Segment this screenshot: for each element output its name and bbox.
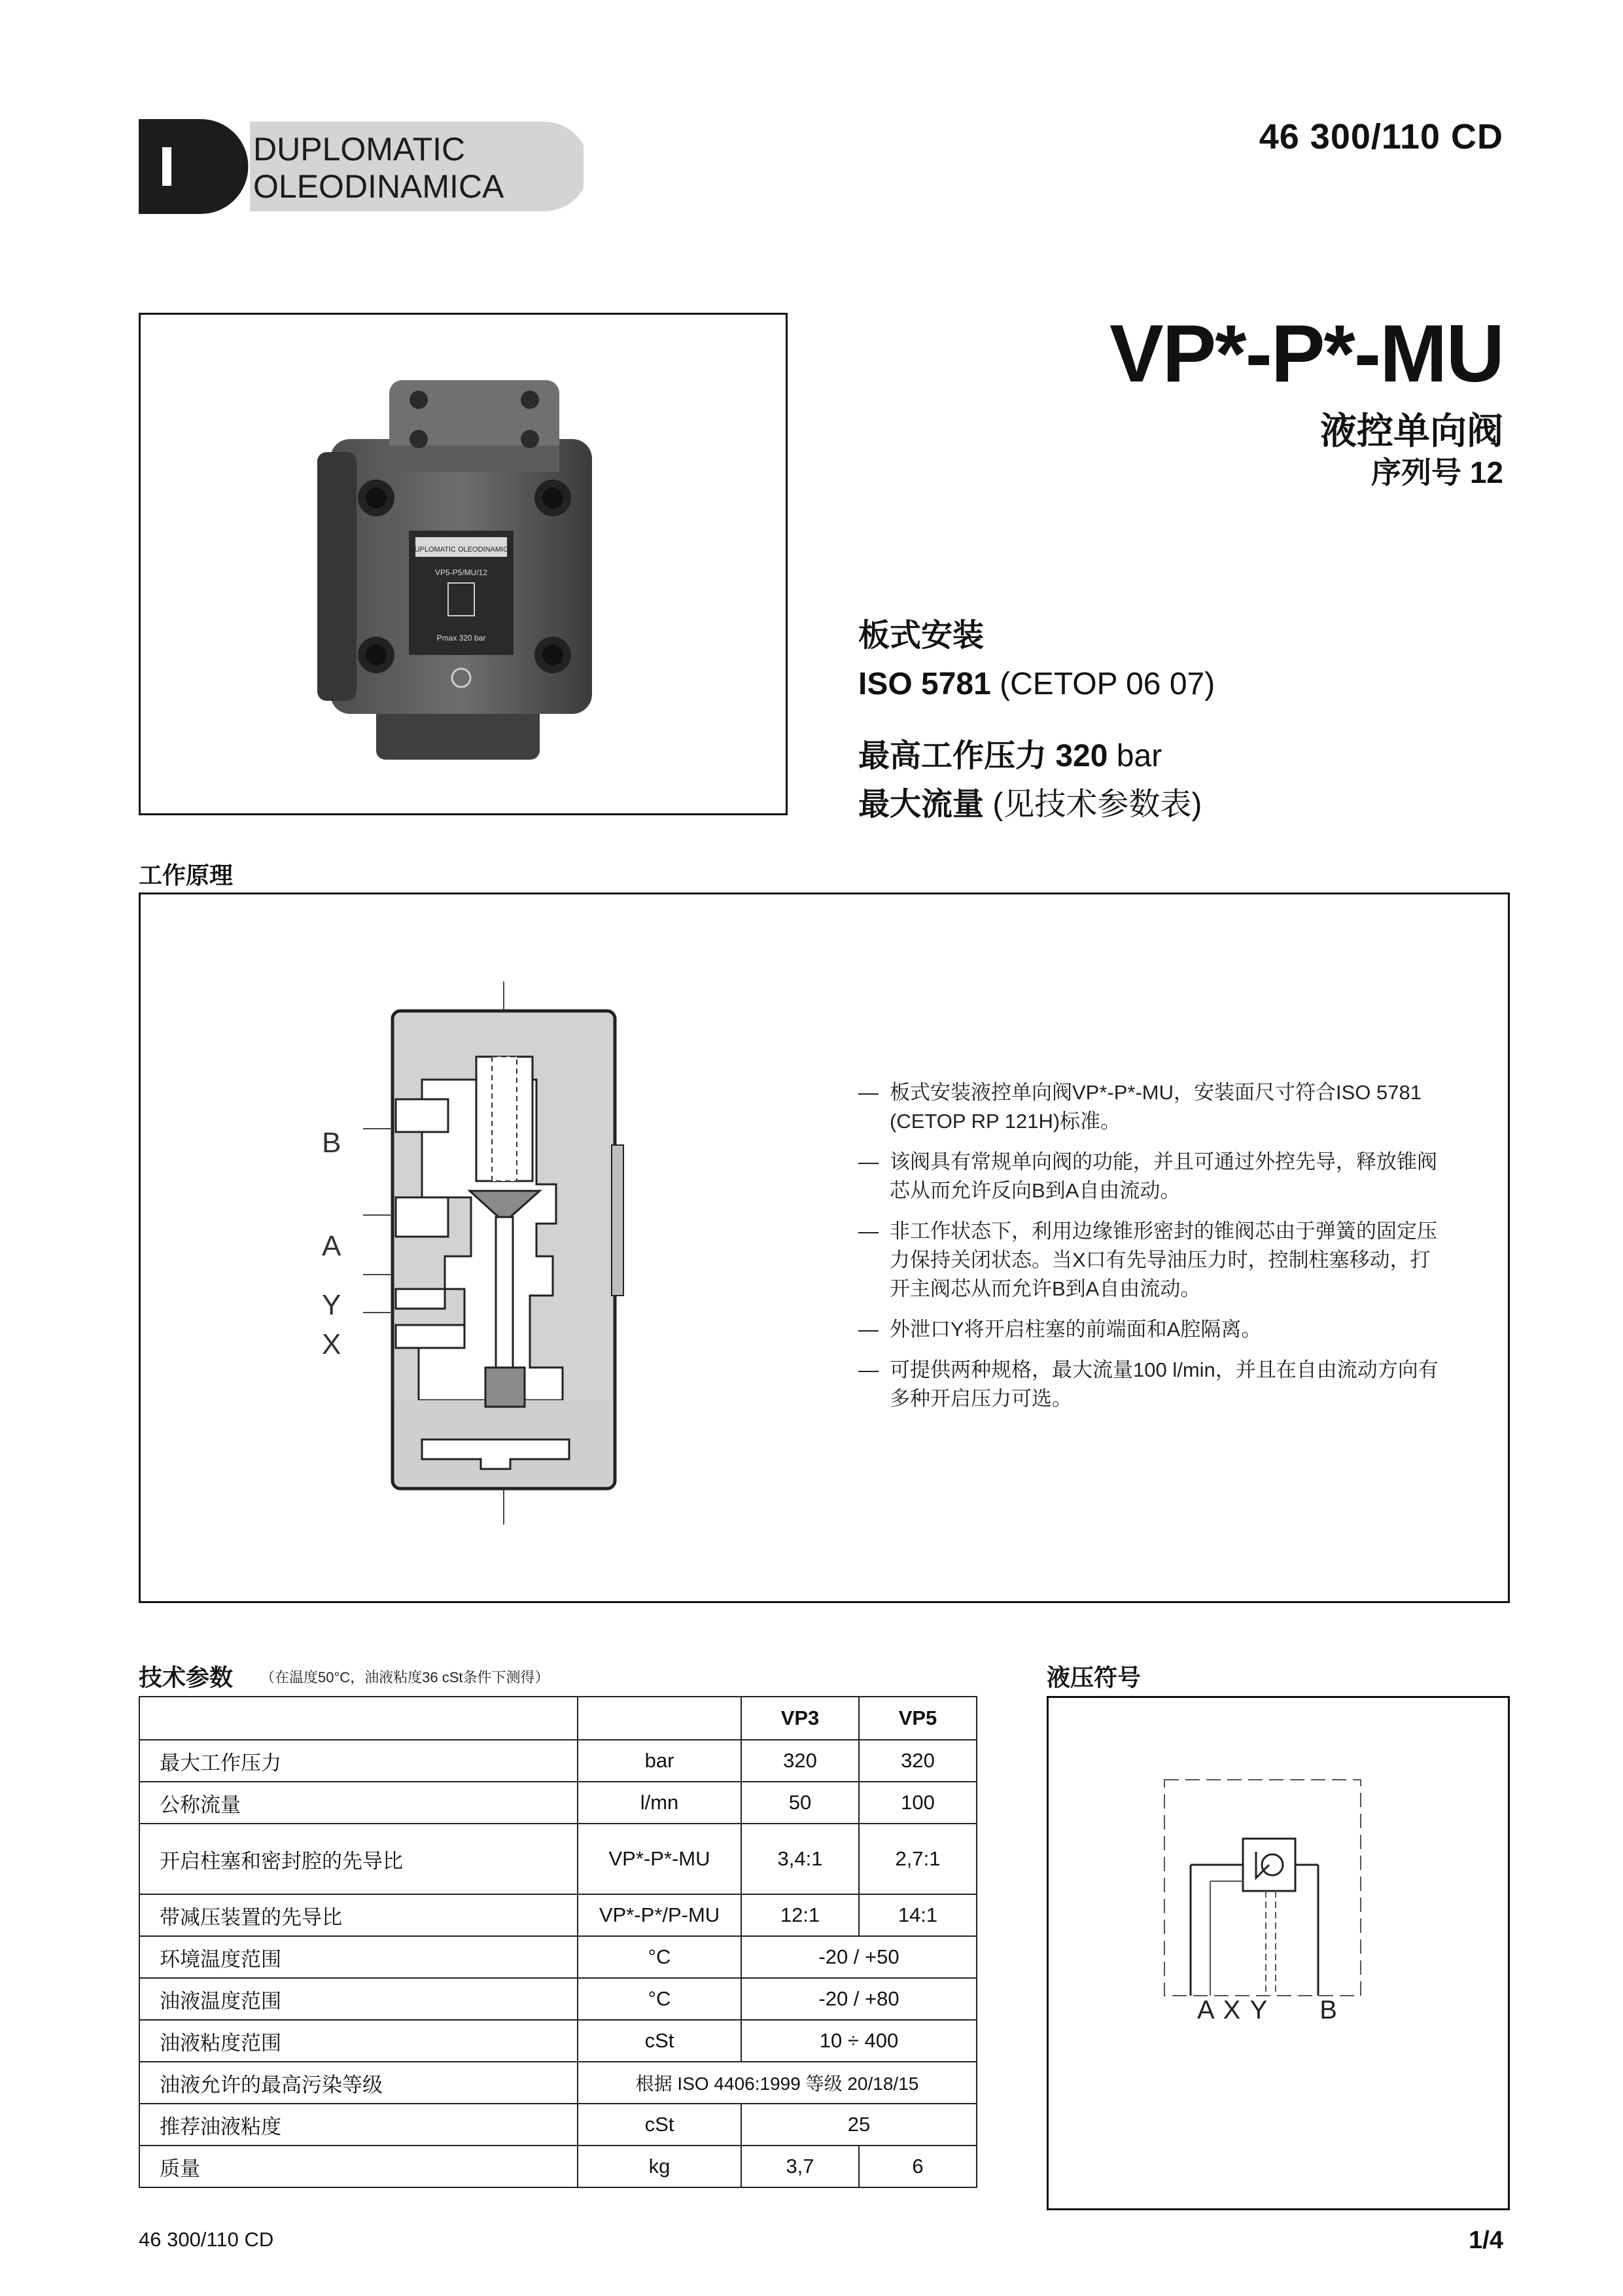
- bullet-item: — 可提供两种规格，最大流量100 l/min，并且在自由流动方向有多种开启压力可选。: [858, 1358, 1439, 1410]
- valve-photo: [317, 380, 618, 766]
- bullet-text: 非工作状态下，利用边缘锥形密封的锥阀芯由于弹簧的固定压力保持关闭状态。当X口有先导油压力时，控制柱塞移动，打开主阀芯从而允许B到A自由流动。: [890, 1220, 1437, 1300]
- brand-line2: OLEODINAMICA: [253, 168, 504, 205]
- max-flow: [858, 781, 1215, 829]
- table-row: [139, 1782, 977, 1824]
- row-value-vp3: 12:1: [741, 1894, 859, 1936]
- row-unit: °C: [578, 1936, 741, 1978]
- row-value-full: 根据 ISO 4406:1999 等级 20/18/15: [578, 2062, 977, 2104]
- row-value-vp3: 3,7: [741, 2146, 859, 2187]
- row-value-shared: -20 / +50: [741, 1936, 977, 1978]
- row-unit: cSt: [578, 2020, 741, 2062]
- max-pressure: [858, 732, 1215, 781]
- series-value: 12: [1469, 455, 1503, 489]
- row-value-vp5: 100: [859, 1782, 977, 1824]
- product-photo-frame: [139, 313, 788, 815]
- bullet-item: — 外泄口Y将开启柱塞的前端面和A腔隔离。: [858, 1318, 1262, 1341]
- bullet-item: — 该阀具有常规单向阀的功能，并且可通过外控先导，释放锥阀芯从而允许反向B到A自由流动。: [858, 1150, 1437, 1202]
- bullet-text: 该阀具有常规单向阀的功能，并且可通过外控先导，释放锥阀芯从而允许反向B到A自由流动。: [890, 1150, 1437, 1202]
- tech-heading: 技术参数: [139, 1664, 234, 1691]
- principle-bullets: [858, 1078, 1447, 1425]
- row-value-vp5: 320: [859, 1740, 977, 1782]
- product-subtitle: 液控单向阀: [1320, 410, 1503, 451]
- row-value-vp3: 50: [741, 1782, 859, 1824]
- hydraulic-symbol: [1151, 1767, 1400, 2028]
- page-number: 1/4: [1469, 2227, 1503, 2254]
- row-label: 最大工作压力: [139, 1740, 578, 1782]
- table-row: [139, 2020, 977, 2062]
- mount-type: 板式安装: [858, 618, 985, 653]
- table-row: [139, 2062, 977, 2104]
- section-diagram: [314, 981, 680, 1525]
- table-row: [139, 2104, 977, 2146]
- row-label: 带减压装置的先导比: [139, 1894, 578, 1936]
- row-label: 油液粘度范围: [139, 2020, 578, 2062]
- symbol-heading: 液压符号: [1047, 1664, 1142, 1691]
- port-label-x: X: [322, 1328, 341, 1360]
- tech-table: [139, 1696, 977, 2188]
- bullet-text: 板式安装液控单向阀VP*-P*-MU，安装面尺寸符合ISO 5781 (CETOP RP 121H)标准。: [890, 1081, 1422, 1133]
- table-row: [139, 1740, 977, 1782]
- row-label: 油液温度范围: [139, 1978, 578, 2020]
- flow-label: 最大流量: [858, 787, 985, 822]
- row-unit: l/mn: [578, 1782, 741, 1824]
- row-unit: VP*-P*/P-MU: [578, 1894, 741, 1936]
- table-header-row: [139, 1697, 977, 1740]
- port-label-b: B: [322, 1127, 341, 1159]
- feature-list: [858, 612, 1215, 829]
- symbol-port-labels: A X Y B: [1197, 1996, 1338, 2024]
- table-row: [139, 1978, 977, 2020]
- row-value-vp5: 14:1: [859, 1894, 977, 1936]
- footer-doc-number: 46 300/110 CD: [139, 2228, 274, 2251]
- pressure-label: 最高工作压力: [858, 739, 1047, 773]
- row-label: 开启柱塞和密封腔的先导比: [139, 1824, 578, 1894]
- row-label: 推荐油液粘度: [139, 2104, 578, 2146]
- bullet-item: — 板式安装液控单向阀VP*-P*-MU，安装面尺寸符合ISO 5781 (CETOP RP 121H)标准。: [858, 1081, 1422, 1133]
- port-label-a: A: [322, 1230, 341, 1262]
- row-value-vp5: 2,7:1: [859, 1824, 977, 1894]
- bullet-text: 可提供两种规格，最大流量100 l/min，并且在自由流动方向有多种开启压力可选。: [890, 1358, 1439, 1410]
- product-title: VP*-P*-MU: [1109, 309, 1503, 399]
- pressure-unit: bar: [1116, 739, 1162, 773]
- table-row: [139, 1936, 977, 1978]
- row-value-vp3: 320: [741, 1740, 859, 1782]
- row-label: 质量: [139, 2146, 578, 2187]
- row-unit: cSt: [578, 2104, 741, 2146]
- row-label: 公称流量: [139, 1782, 578, 1824]
- table-row: [139, 1824, 977, 1894]
- pressure-value: 320: [1055, 739, 1108, 773]
- principle-heading: 工作原理: [139, 862, 234, 889]
- plate-pmax: Pmax 320 bar: [436, 633, 486, 643]
- row-value-vp5: 6: [859, 2146, 977, 2187]
- table-row: [139, 2146, 977, 2187]
- plate-code: VP5-P5/MU/12: [434, 568, 488, 577]
- document-number: 46 300/110 CD: [1259, 117, 1503, 156]
- tech-note: （在温度50°C，油液粘度36 cSt条件下测得）: [260, 1669, 550, 1686]
- brand-line1: DUPLOMATIC: [253, 131, 466, 168]
- series-number: [1371, 449, 1503, 492]
- row-value-shared: 25: [741, 2104, 977, 2146]
- row-label: 环境温度范围: [139, 1936, 578, 1978]
- row-value-vp3: 3,4:1: [741, 1824, 859, 1894]
- row-unit: kg: [578, 2146, 741, 2187]
- bullet-item: — 非工作状态下，利用边缘锥形密封的锥阀芯由于弹簧的固定压力保持关闭状态。当X口有先导油压力时，控制柱塞移动，打开主阀芯从而允许B到A自由流动。: [858, 1220, 1437, 1300]
- iso-detail: (CETOP 06 07): [1000, 667, 1215, 701]
- row-label: 油液允许的最高污染等级: [139, 2062, 578, 2104]
- row-unit: VP*-P*-MU: [578, 1824, 741, 1894]
- row-value-shared: 10 ÷ 400: [741, 2020, 977, 2062]
- table-row: [139, 1894, 977, 1936]
- company-logo: [139, 119, 584, 214]
- column-header-vp5: VP5: [859, 1697, 977, 1740]
- bullet-text: 外泄口Y将开启柱塞的前端面和A腔隔离。: [890, 1318, 1262, 1341]
- flow-detail: (见技术参数表): [992, 787, 1202, 822]
- iso-label: ISO 5781: [858, 667, 991, 701]
- row-unit: °C: [578, 1978, 741, 2020]
- column-header-vp3: VP3: [741, 1697, 859, 1740]
- row-value-shared: -20 / +80: [741, 1978, 977, 2020]
- table-header-empty: [578, 1697, 741, 1740]
- table-header-empty: [139, 1697, 578, 1740]
- row-unit: bar: [578, 1740, 741, 1782]
- series-label: 序列号: [1371, 455, 1462, 489]
- port-label-y: Y: [322, 1289, 341, 1321]
- plate-brand: DUPLOMATIC OLEODINAMICA: [409, 546, 514, 554]
- iso-standard: [858, 660, 1215, 709]
